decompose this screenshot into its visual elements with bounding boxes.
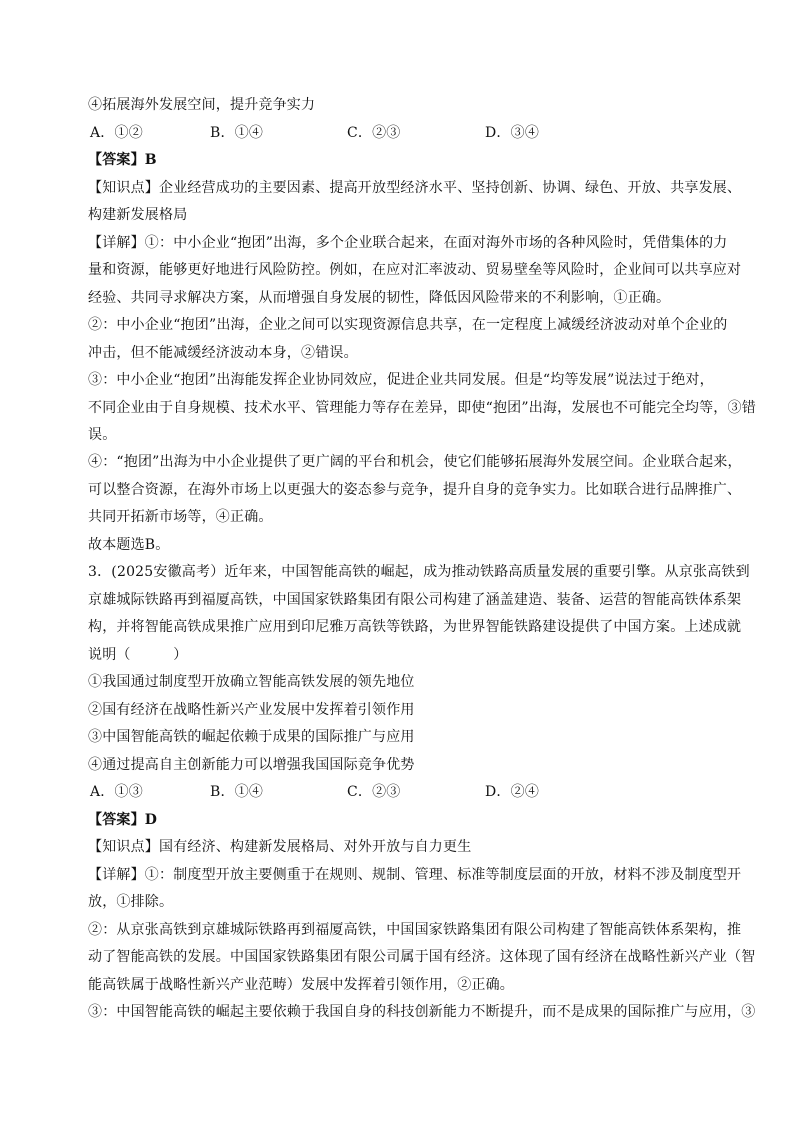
choice-b: B．①④: [210, 125, 264, 141]
choice-c: C．②③: [347, 784, 401, 800]
detail-line: 量和资源，能够更好地进行风险防控。例如，在应对汇率波动、贸易壁垒等风险时，企业间可以共享应对: [88, 262, 742, 278]
detail-line: ③：中小企业“抱团”出海能发挥企业协同效应，促进企业共同发展。但是“均等发展”说法过于绝对，: [88, 372, 714, 388]
detail-line: 共同开拓新市场等，④正确。: [88, 509, 273, 525]
question-option-3: ③中国智能高铁的崛起依赖于成果的国际推广与应用: [88, 729, 415, 745]
detail-line: 动了智能高铁的发展。中国国家铁路集团有限公司属于国有经济。这体现了国有经济在战略性新兴产业（智: [88, 949, 756, 965]
knowledge-point: 【知识点】国有经济、构建新发展格局、对外开放与自力更生: [88, 839, 472, 855]
knowledge-point-cont: 构建新发展格局: [88, 207, 188, 223]
choice-b: B．①④: [210, 784, 264, 800]
choice-c: C．②③: [347, 125, 401, 141]
detail-line: 冲击，但不能减缓经济波动本身，②错误。: [88, 345, 358, 361]
choice-d: D．②④: [485, 784, 540, 800]
detail-line: ②：中小企业“抱团”出海，企业之间可以实现资源信息共享，在一定程度上减缓经济波动对单个企业的: [88, 317, 728, 333]
detail-line: 放，①排除。: [88, 894, 174, 910]
question-option-4: ④通过提高自主创新能力可以增强我国国际竞争优势: [88, 757, 415, 773]
detail-line: 可以整合资源，在海外市场上以更强大的姿态参与竞争，提升自身的竞争实力。比如联合进行品牌推广、: [88, 482, 742, 498]
detail-line: 能高铁属于战略性新兴产业范畴）发展中发挥着引领作用，②正确。: [88, 977, 514, 993]
question-stem: 说明（ ）: [88, 647, 188, 663]
detail-line: 误。: [88, 427, 117, 443]
detail-line: 【详解】①：制度型开放主要侧重于在规则、规制、管理、标准等制度层面的开放，材料不涉及制度型开: [88, 867, 742, 883]
choice-a: A．①②: [90, 125, 143, 141]
answer-label: 【答案】D: [88, 812, 158, 828]
question-option-4: ④拓展海外发展空间，提升竞争实力: [88, 97, 316, 113]
question-stem: 3．(2025安徽高考）近年来，中国智能高铁的崛起，成为推动铁路高质量发展的重要引擎。从京张高铁到: [88, 564, 750, 580]
detail-line: 【详解】①：中小企业“抱团”出海，多个企业联合起来，在面对海外市场的各种风险时，凭借集体的力: [88, 235, 728, 251]
detail-line: 经验、共同寻求解决方案，从而增强自身发展的韧性，降低因风险带来的不利影响，①正确。: [88, 290, 671, 306]
question-option-2: ②国有经济在战略性新兴产业发展中发挥着引领作用: [88, 702, 415, 718]
answer-label: 【答案】B: [88, 152, 157, 168]
detail-line: ②：从京张高铁到京雄城际铁路再到福厦高铁，中国国家铁路集团有限公司构建了智能高铁体系架构，推: [88, 922, 742, 938]
choice-d: D．③④: [485, 125, 540, 141]
detail-line: ③：中国智能高铁的崛起主要依赖于我国自身的科技创新能力不断提升，而不是成果的国际推广与应用，③: [88, 1004, 756, 1020]
knowledge-point: 【知识点】企业经营成功的主要因素、提高开放型经济水平、坚持创新、协调、绿色、开放、共享发展、: [88, 180, 742, 196]
detail-line: ④：“抱团”出海为中小企业提供了更广阔的平台和机会，使它们能够拓展海外发展空间。企业联合起来，: [88, 454, 742, 470]
question-option-1: ①我国通过制度型开放确立智能高铁发展的领先地位: [88, 674, 415, 690]
choice-a: A．①③: [90, 784, 143, 800]
detail-line: 不同企业由于自身规模、技术水平、管理能力等存在差异，即使“抱团”出海，发展也不可能完全均等，③错: [88, 400, 756, 416]
question-stem: 构，并将智能高铁成果推广应用到印尼雅万高铁等铁路，为世界智能铁路建设提供了中国方案。上述成就: [88, 619, 742, 635]
question-stem: 京雄城际铁路再到福厦高铁，中国国家铁路集团有限公司构建了涵盖建造、装备、运营的智能高铁体系架: [88, 592, 742, 608]
conclusion: 故本题选B。: [88, 537, 170, 553]
